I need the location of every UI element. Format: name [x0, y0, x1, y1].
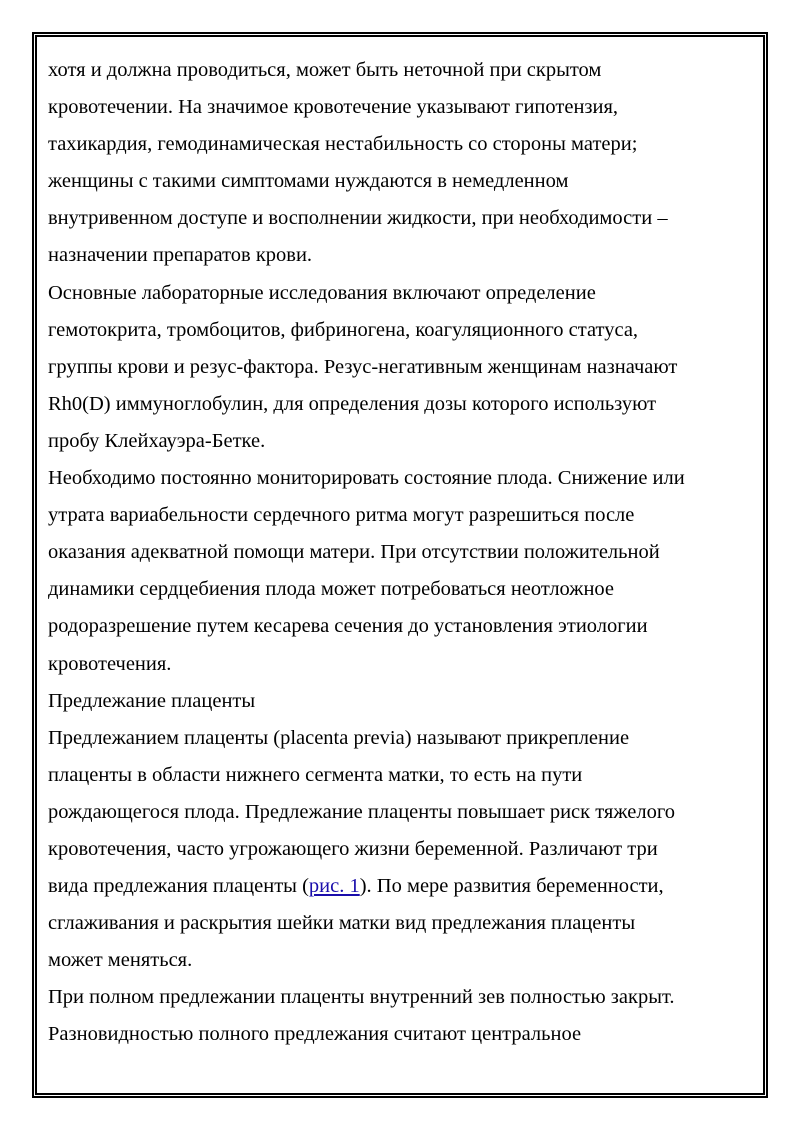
- text-line: Rh0(D) иммуноглобулин, для определения дозы которого используют: [48, 392, 657, 415]
- text-line: пробу Клейхауэра-Бетке.: [48, 429, 266, 452]
- text-line: Основные лабораторные исследования включают определение: [48, 281, 596, 304]
- text-line: Необходимо постоянно мониторировать состояние плода. Снижение или: [48, 467, 685, 490]
- text-line: может меняться.: [48, 949, 193, 972]
- text-line: кровотечения.: [48, 652, 172, 675]
- text-line: Разновидностью полного предлежания считают центральное: [48, 1023, 582, 1046]
- text-line: кровотечения, часто угрожающего жизни беременной. Различают три: [48, 837, 658, 860]
- text-line: назначении препаратов крови.: [48, 244, 313, 267]
- text-line: оказания адекватной помощи матери. При отсутствии положительной: [48, 541, 660, 564]
- figure-link[interactable]: рис. 1: [308, 875, 360, 898]
- text-line: Предлежанием плаценты (placenta previa) называют прикрепление: [48, 726, 630, 749]
- text-line-with-link: [48, 868, 738, 905]
- text-line: динамики сердцебиения плода может потребоваться неотложное: [48, 578, 615, 601]
- text-line: При полном предлежании плаценты внутренний зев полностью закрыт.: [48, 986, 675, 1009]
- text-line: утрата вариабельности сердечного ритма могут разрешиться после: [48, 504, 635, 527]
- text-line: женщины с такими симптомами нуждаются в немедленном: [48, 170, 569, 193]
- text-line: рождающегося плода. Предлежание плаценты повышает риск тяжелого: [48, 800, 675, 823]
- text-segment: вида предлежания плаценты (: [48, 875, 309, 898]
- text-line: группы крови и резус-фактора. Резус-негативным женщинам назначают: [48, 355, 678, 378]
- text-line: сглаживания и раскрытия шейки матки вид предлежания плаценты: [48, 912, 636, 935]
- document-body: [48, 52, 738, 1054]
- text-line: гемотокрита, тромбоцитов, фибриногена, коагуляционного статуса,: [48, 318, 639, 341]
- section-heading: Предлежание плаценты: [48, 689, 256, 712]
- text-line: кровотечении. На значимое кровотечение указывают гипотензия,: [48, 96, 619, 119]
- text-line: тахикардия, гемодинамическая нестабильность со стороны матери;: [48, 133, 638, 156]
- text-segment: ). По мере развития беременности,: [359, 875, 664, 898]
- text-line: внутривенном доступе и восполнении жидкости, при необходимости –: [48, 207, 668, 230]
- text-line: плаценты в области нижнего сегмента матки, то есть на пути: [48, 763, 583, 786]
- text-line: хотя и должна проводиться, может быть неточной при скрытом: [48, 59, 602, 81]
- text-line: родоразрешение путем кесарева сечения до установления этиологии: [48, 615, 648, 638]
